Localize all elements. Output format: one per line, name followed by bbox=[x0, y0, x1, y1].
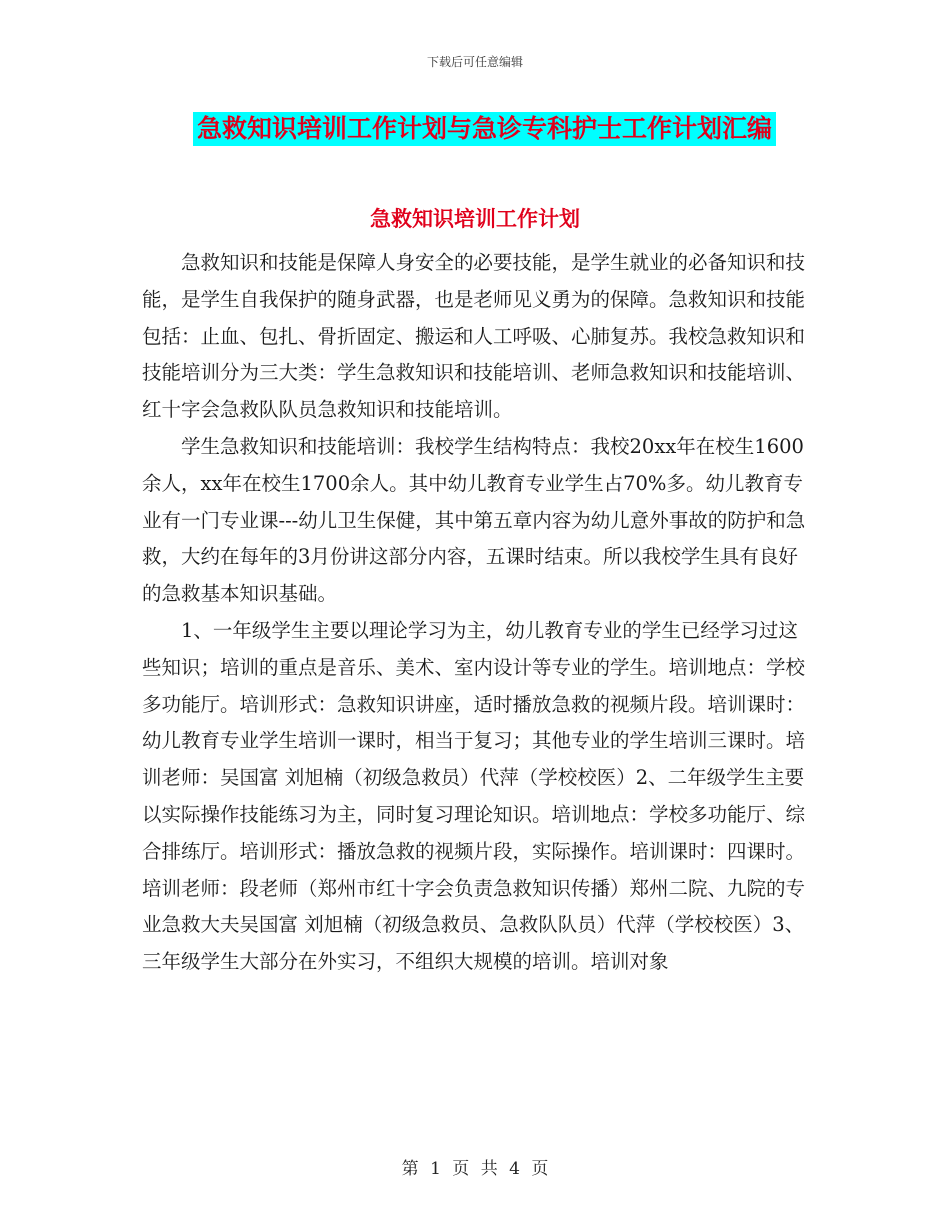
section-title: 急救知识培训工作计划 bbox=[370, 206, 580, 231]
page-number-footer: 第 1 页 共 4 页 bbox=[401, 1159, 549, 1179]
paragraph-intro: 急救知识和技能是保障人身安全的必要技能，是学生就业的必备知识和技能，是学生自我保护的随身武器，也是老师见义勇为的保障。急救知识和技能包括：止血、包扎、骨折固定、搬运和人工呼吸、心肺复苏。我校急救知识和技能培训分为三大类：学生急救知识和技能培训、老师急救知识和技能培训、红十字会急救队队员急救知识和技能培训。 bbox=[142, 251, 806, 422]
paragraph-grade-plans: 1、一年级学生主要以理论学习为主，幼儿教育专业的学生已经学习过这些知识；培训的重点是音乐、美术、室内设计等专业的学生。培训地点：学校多功能厅。培训形式：急救知识讲座，适时播放急救的视频片段。培训课时：幼儿教育专业学生培训一课时，相当于复习；其他专业的学生培训三课时。培训老师：吴国富 刘旭楠（初级急救员）代萍（学校校医）2、二年级学生主要以实际操作技能练习为主，同时复习理论知识。培训地点：学校多功能厅、综合排练厅。培训形式：播放急救的视频片段，实际操作。培训课时：四课时。培训老师：段老师（郑州市红十字会负责急救知识传播）郑州二院、九院的专业急救大夫吴国富 刘旭楠（初级急救员、急救队队员）代萍（学校校医）3、三年级学生大部分在外实习，不组织大规模的培训。培训对象 bbox=[142, 618, 806, 974]
paragraph-student-training: 学生急救知识和技能培训：我校学生结构特点：我校20xx年在校生1600余人，xx年在校生1700余人。其中幼儿教育专业学生占70%多。幼儿教育专业有一门专业课---幼儿卫生保健，其中第五章内容为幼儿意外事故的防护和急救，大约在每年的3月份讲这部分内容，五课时结束。所以我校学生具有良好的急救基本知识基础。 bbox=[142, 434, 806, 606]
page-header-note: 下载后可任意编辑 bbox=[426, 55, 523, 69]
document-title: 急救知识培训工作计划与急诊专科护士工作计划汇编 bbox=[193, 112, 776, 146]
document-body bbox=[142, 245, 812, 981]
